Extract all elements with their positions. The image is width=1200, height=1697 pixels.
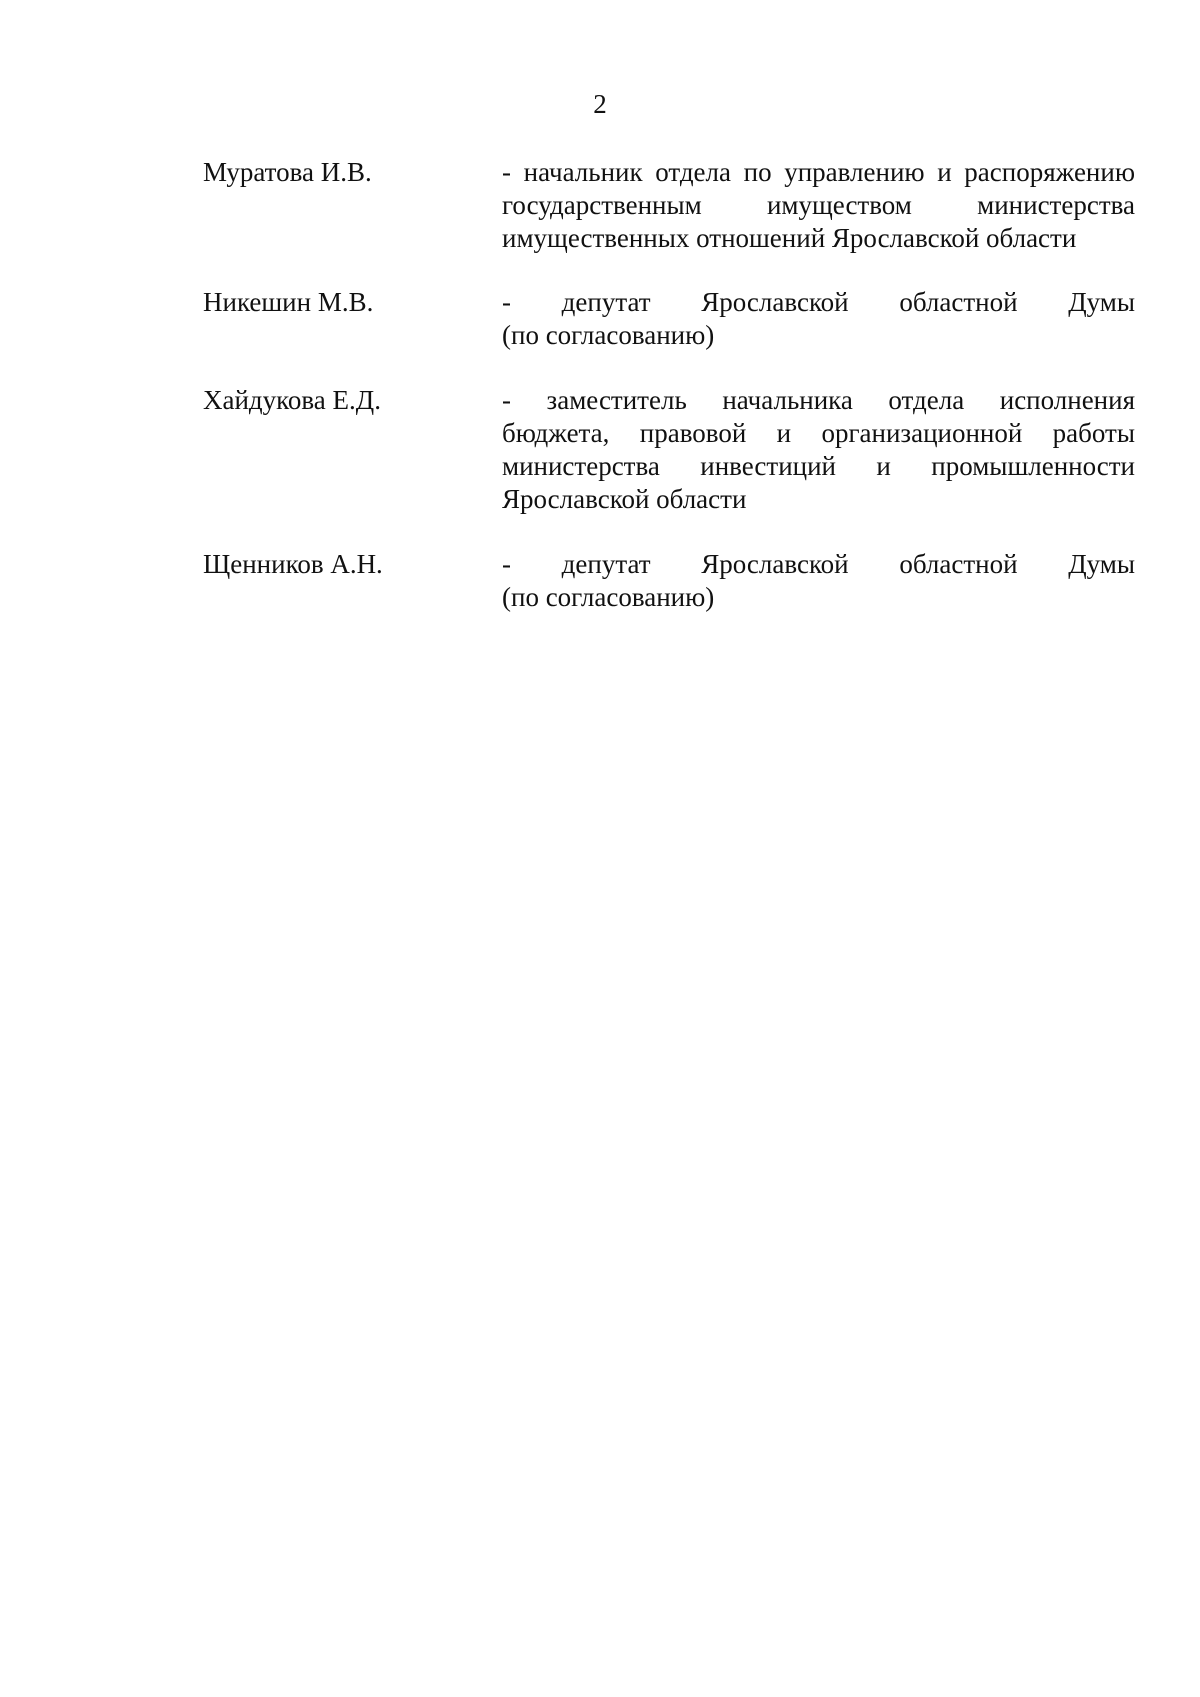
- page-number: 2: [593, 89, 607, 119]
- position-line: имущественных отношений Ярославской области: [502, 223, 1077, 253]
- member-position: [502, 286, 1135, 352]
- position-line: - заместитель начальника отдела исполнения: [502, 385, 1135, 415]
- position-line: - депутат Ярославской областной Думы: [502, 287, 1135, 317]
- position-line: министерства инвестиций и промышленности: [502, 451, 1135, 481]
- position-line: (по согласованию): [502, 320, 715, 350]
- member-position: [502, 384, 1135, 516]
- member-position: [502, 156, 1135, 255]
- position-line: - депутат Ярославской областной Думы: [502, 549, 1135, 579]
- position-line: государственным имуществом министерства: [502, 190, 1135, 220]
- member-name: Хайдукова Е.Д.: [203, 385, 381, 415]
- position-line: Ярославской области: [502, 484, 747, 514]
- position-line: (по согласованию): [502, 582, 715, 612]
- member-name: Щенников А.Н.: [203, 549, 383, 579]
- member-name: Муратова И.В.: [203, 157, 372, 187]
- position-line: бюджета, правовой и организационной работы: [502, 418, 1135, 448]
- member-position: [502, 548, 1135, 614]
- position-line: - начальник отдела по управлению и распоряжению: [502, 157, 1135, 187]
- member-name: Никешин М.В.: [203, 287, 374, 317]
